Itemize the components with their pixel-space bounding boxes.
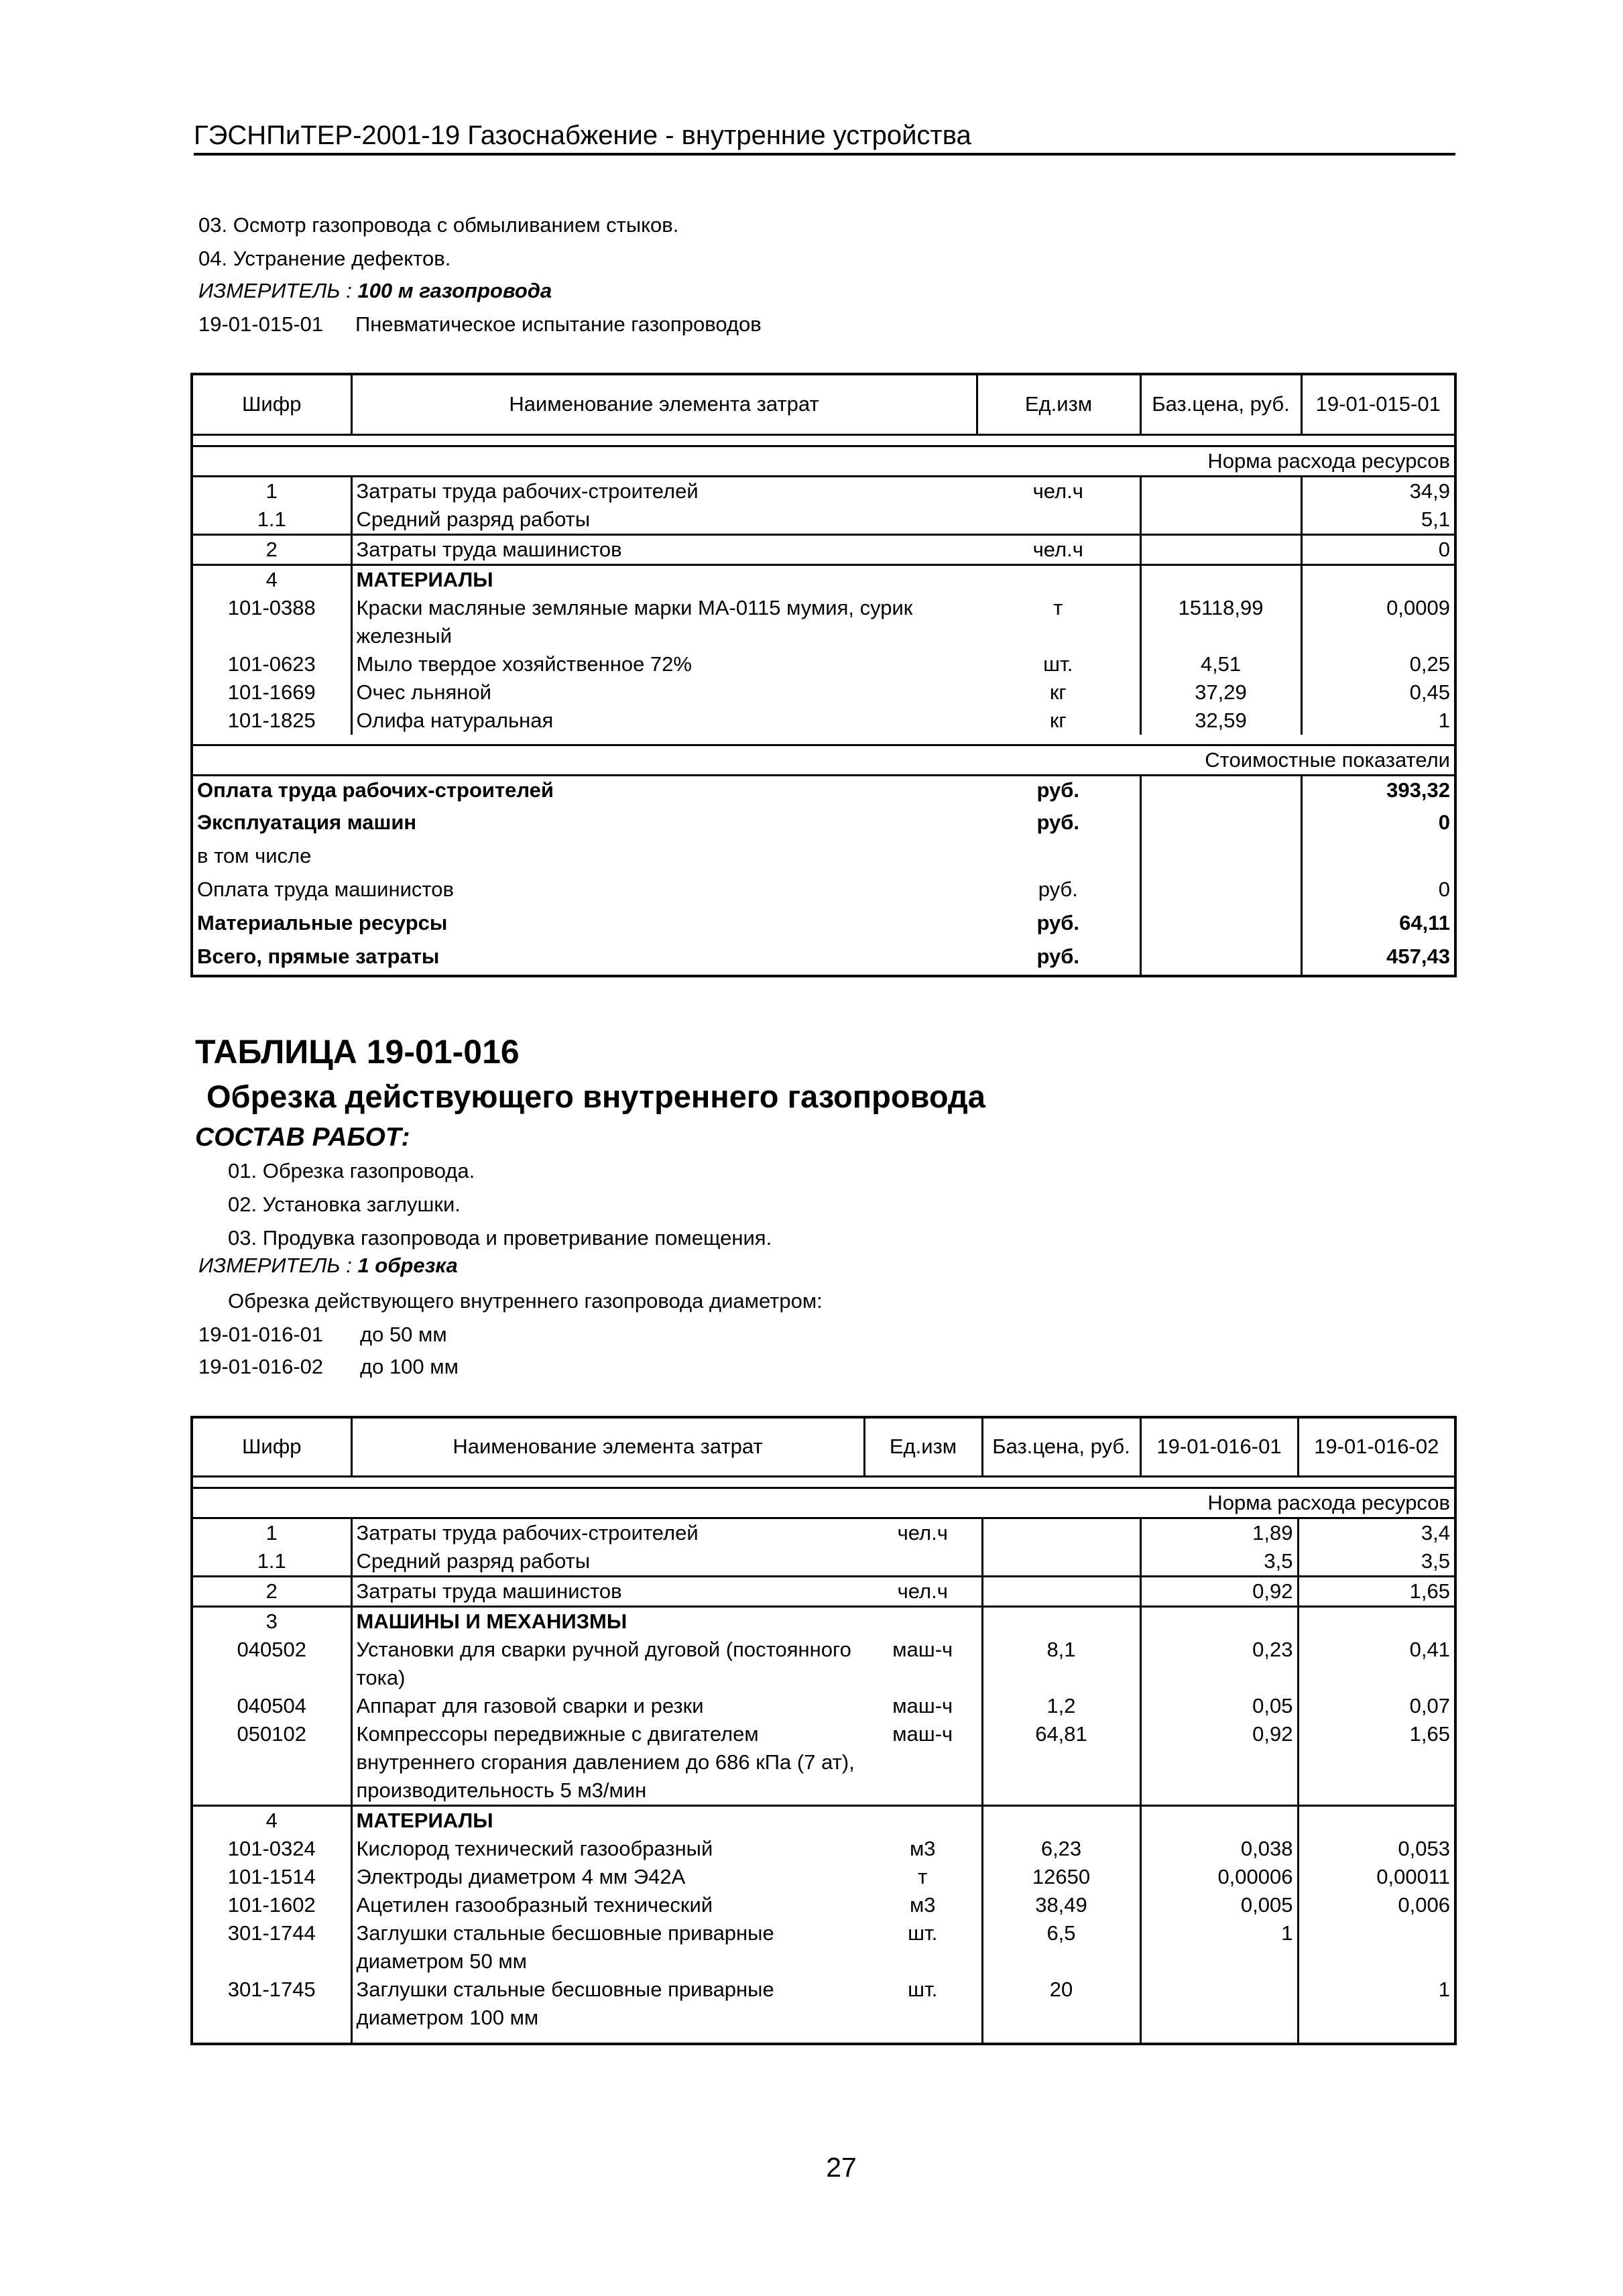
cell-unit: м3 xyxy=(909,1836,936,1860)
cell-name: Электроды диаметром 4 мм Э42А xyxy=(351,1863,864,1891)
total-row xyxy=(192,775,1455,808)
cell-price: 38,49 xyxy=(982,1891,1140,1919)
norm-code: 19-01-015-01 xyxy=(198,312,324,336)
norm-description: до 50 мм xyxy=(360,1323,447,1346)
measure-value: 1 обрезка xyxy=(357,1254,458,1277)
col-header-unit: Ед.изм xyxy=(977,374,1140,434)
cell-norm-1: 0,00006 xyxy=(1140,1863,1298,1891)
col-header-norm-1: 19-01-016-01 xyxy=(1140,1417,1298,1476)
cell-unit: т xyxy=(1053,595,1063,619)
cell-norm-1: 0,005 xyxy=(1140,1891,1298,1919)
table-row xyxy=(192,1720,1455,1806)
cell-unit xyxy=(977,564,1140,594)
cell-code: 2 xyxy=(192,1576,351,1606)
table-row xyxy=(192,476,1455,505)
cell-code: 101-0324 xyxy=(227,1836,316,1860)
cell-name: Установки для сварки ручной дуговой (постоянного тока) xyxy=(351,1636,864,1692)
cost-band-label: Стоимостные показатели xyxy=(192,745,1455,775)
cell-price xyxy=(1140,505,1301,535)
cell-price: 6,23 xyxy=(982,1835,1140,1863)
cell-norm-2 xyxy=(1298,1805,1455,1835)
measure-label: ИЗМЕРИТЕЛЬ : xyxy=(198,279,352,302)
cell-name: Заглушки стальные бесшовные приварные диаметром 50 мм xyxy=(351,1919,864,1976)
cell-norm-1: 0,92 xyxy=(1140,1720,1298,1806)
cell-unit: т xyxy=(918,1864,928,1888)
cell-norm-2: 0,07 xyxy=(1298,1692,1455,1720)
cell-code: 4 xyxy=(192,1805,351,1835)
col-header-price: Баз.цена, руб. xyxy=(982,1417,1140,1476)
cell-norm: 0,0009 xyxy=(1301,594,1455,650)
cell-norm: 5,1 xyxy=(1301,505,1455,535)
cell-name: Кислород технический газообразный xyxy=(351,1835,864,1863)
table-row xyxy=(192,678,1455,707)
cell-unit: шт. xyxy=(1043,652,1073,676)
cell-code: 1.1 xyxy=(257,507,286,531)
norm-band-label: Норма расхода ресурсов xyxy=(192,446,1455,476)
section-heading: МАШИНЫ И МЕХАНИЗМЫ xyxy=(351,1606,864,1636)
cell-norm-1 xyxy=(1140,1976,1298,2044)
cell-price: 20 xyxy=(982,1976,1140,2044)
total-name: Оплата труда рабочих-строителей xyxy=(197,778,554,802)
total-unit: руб. xyxy=(1036,810,1080,834)
cell-name: Затраты труда машинистов xyxy=(351,1576,864,1606)
work-step: 03. Осмотр газопровода с обмыливанием стыков. xyxy=(198,213,679,237)
cell-name: Затраты труда машинистов xyxy=(351,534,977,564)
cell-norm: 1 xyxy=(1301,707,1455,735)
cell-unit: шт. xyxy=(908,1977,938,2001)
cell-code: 101-1669 xyxy=(227,680,316,704)
cell-norm-2: 0,41 xyxy=(1298,1636,1455,1692)
cell-unit xyxy=(864,1805,982,1835)
table-row xyxy=(192,650,1455,678)
cell-unit: чел.ч xyxy=(977,534,1140,564)
cell-norm-2: 1,65 xyxy=(1298,1720,1455,1806)
cell-unit: кг xyxy=(1049,680,1067,704)
cell-name: Ацетилен газообразный технический xyxy=(351,1891,864,1919)
cell-unit: м3 xyxy=(909,1892,936,1917)
cell-price: 1,2 xyxy=(982,1692,1140,1720)
cell-price xyxy=(982,1518,1140,1547)
page-number: 27 xyxy=(826,2152,857,2183)
norm-description: до 100 мм xyxy=(360,1355,459,1378)
table-row xyxy=(192,1835,1455,1863)
total-name: Оплата труда машинистов xyxy=(197,878,454,901)
table-header-row xyxy=(192,1417,1455,1476)
col-header-norm: 19-01-015-01 xyxy=(1301,374,1455,434)
cell-code: 101-1825 xyxy=(227,708,316,732)
cell-name: Компрессоры передвижные с двигателем внутреннего сгорания давлением до 686 кПа (7 ат), производительность 5 м3/мин xyxy=(351,1720,864,1806)
cell-price xyxy=(1140,534,1301,564)
work-composition-label: СОСТАВ РАБОТ: xyxy=(195,1123,410,1152)
table-row xyxy=(192,1692,1455,1720)
cell-unit: чел.ч xyxy=(864,1518,982,1547)
table-row xyxy=(192,1547,1455,1577)
total-row xyxy=(192,909,1455,943)
table-header-row xyxy=(192,374,1455,434)
norm-band-label: Норма расхода ресурсов xyxy=(192,1488,1455,1518)
cell-price: 15118,99 xyxy=(1140,594,1301,650)
cell-price xyxy=(982,1606,1140,1636)
total-value: 0 xyxy=(1301,875,1455,909)
cell-price: 12650 xyxy=(982,1863,1140,1891)
col-header-price: Баз.цена, руб. xyxy=(1140,374,1301,434)
work-step: 03. Продувка газопровода и проветривание помещения. xyxy=(228,1226,772,1250)
cell-norm-2: 1,65 xyxy=(1298,1576,1455,1606)
resource-table-2 xyxy=(190,1416,1457,2045)
cell-unit: чел.ч xyxy=(977,476,1140,505)
cell-norm-1: 0,038 xyxy=(1140,1835,1298,1863)
cell-norm-2 xyxy=(1298,1606,1455,1636)
cell-norm-2 xyxy=(1298,1919,1455,1976)
cell-price: 37,29 xyxy=(1140,678,1301,707)
cell-name: Средний разряд работы xyxy=(351,1547,864,1577)
total-value: 457,43 xyxy=(1301,943,1455,976)
header-rule xyxy=(194,153,1455,156)
total-row xyxy=(192,842,1455,875)
table-row xyxy=(192,1518,1455,1547)
cell-price xyxy=(982,1547,1140,1577)
cell-norm: 0,25 xyxy=(1301,650,1455,678)
total-name: Всего, прямые затраты xyxy=(197,945,440,968)
cell-price xyxy=(1140,476,1301,505)
cell-norm-1 xyxy=(1140,1606,1298,1636)
table-row xyxy=(192,1919,1455,1976)
table-row xyxy=(192,1805,1455,1835)
cell-name: Аппарат для газовой сварки и резки xyxy=(351,1692,864,1720)
total-unit: руб. xyxy=(1038,878,1078,901)
intro-text: Обрезка действующего внутреннего газопровода диаметром: xyxy=(228,1289,823,1313)
col-header-name: Наименование элемента затрат xyxy=(351,1417,864,1476)
cell-name: Затраты труда рабочих-строителей xyxy=(351,476,977,505)
cell-unit: маш-ч xyxy=(892,1721,953,1746)
total-unit: руб. xyxy=(1036,945,1080,968)
measure-line xyxy=(198,279,552,303)
total-unit: руб. xyxy=(1036,911,1080,934)
cell-norm-1: 1,89 xyxy=(1140,1518,1298,1547)
cell-price: 6,5 xyxy=(982,1919,1140,1976)
measure-label: ИЗМЕРИТЕЛЬ : xyxy=(198,1254,352,1277)
cell-code: 1 xyxy=(192,476,351,505)
cell-name: Мыло твердое хозяйственное 72% xyxy=(351,650,977,678)
cell-unit xyxy=(977,505,1140,535)
cell-norm-2: 0,006 xyxy=(1298,1891,1455,1919)
cell-price: 4,51 xyxy=(1140,650,1301,678)
norm-description: Пневматическое испытание газопроводов xyxy=(355,312,762,336)
total-row xyxy=(192,875,1455,909)
section-title: Обрезка действующего внутреннего газопровода xyxy=(206,1079,985,1114)
cell-code: 050102 xyxy=(237,1721,306,1746)
total-name: Материальные ресурсы xyxy=(197,911,448,934)
table-row xyxy=(192,564,1455,594)
table-row xyxy=(192,1976,1455,2044)
table-row xyxy=(192,1576,1455,1606)
cell-norm-2: 3,4 xyxy=(1298,1518,1455,1547)
col-header-unit: Ед.изм xyxy=(864,1417,982,1476)
cell-norm-2: 1 xyxy=(1298,1976,1455,2044)
norm-band-row xyxy=(192,1488,1455,1518)
cell-name: Олифа натуральная xyxy=(351,707,977,735)
cell-price xyxy=(982,1576,1140,1606)
cell-code: 1.1 xyxy=(257,1549,286,1573)
work-step: 02. Установка заглушки. xyxy=(228,1193,461,1216)
section-heading: МАТЕРИАЛЫ xyxy=(351,564,977,594)
cell-name: Заглушки стальные бесшовные приварные диаметром 100 мм xyxy=(351,1976,864,2044)
measure-line xyxy=(198,1254,458,1278)
work-step: 04. Устранение дефектов. xyxy=(198,247,451,270)
cell-price: 8,1 xyxy=(982,1636,1140,1692)
cost-band-row xyxy=(192,745,1455,775)
cell-code: 2 xyxy=(192,534,351,564)
cell-unit: шт. xyxy=(908,1921,938,1945)
cell-unit xyxy=(864,1547,982,1577)
total-value: 0 xyxy=(1301,808,1455,842)
work-step: 01. Обрезка газопровода. xyxy=(228,1159,475,1183)
cell-norm-1: 0,23 xyxy=(1140,1636,1298,1692)
running-header: ГЭСНПиТЕР-2001-19 Газоснабжение - внутренние устройства xyxy=(194,121,971,150)
table-row xyxy=(192,1891,1455,1919)
norm-code: 19-01-016-01 xyxy=(198,1323,324,1346)
cell-code: 301-1744 xyxy=(227,1921,316,1945)
total-name: Эксплуатация машин xyxy=(197,810,417,834)
cell-norm: 0,45 xyxy=(1301,678,1455,707)
cell-code: 4 xyxy=(192,564,351,594)
cell-norm-1 xyxy=(1140,1805,1298,1835)
total-unit: руб. xyxy=(1036,778,1080,802)
cell-norm-1: 3,5 xyxy=(1140,1547,1298,1577)
cell-name: Краски масляные земляные марки МА-0115 мумия, сурик железный xyxy=(351,594,977,650)
cell-norm-2: 0,053 xyxy=(1298,1835,1455,1863)
total-row xyxy=(192,808,1455,842)
cell-norm: 0 xyxy=(1301,534,1455,564)
cell-code: 101-0388 xyxy=(227,595,316,619)
cell-code: 101-1514 xyxy=(227,1864,316,1888)
col-header-name: Наименование элемента затрат xyxy=(351,374,977,434)
total-row xyxy=(192,943,1455,976)
cell-norm xyxy=(1301,564,1455,594)
cell-unit: чел.ч xyxy=(864,1576,982,1606)
cell-price: 64,81 xyxy=(982,1720,1140,1806)
cell-price xyxy=(1140,564,1301,594)
cell-name: Затраты труда рабочих-строителей xyxy=(351,1518,864,1547)
cell-code: 101-0623 xyxy=(227,652,316,676)
cell-name: Очес льняной xyxy=(351,678,977,707)
cell-code: 040504 xyxy=(237,1693,306,1717)
cell-norm-2: 3,5 xyxy=(1298,1547,1455,1577)
cell-code: 301-1745 xyxy=(227,1977,316,2001)
resource-table-1 xyxy=(190,373,1457,977)
cell-norm-1: 1 xyxy=(1140,1919,1298,1976)
section-heading: МАТЕРИАЛЫ xyxy=(351,1805,864,1835)
cell-code: 040502 xyxy=(237,1637,306,1661)
table-row xyxy=(192,1606,1455,1636)
cell-norm-1: 0,92 xyxy=(1140,1576,1298,1606)
table-row xyxy=(192,534,1455,564)
table-number-heading: ТАБЛИЦА 19-01-016 xyxy=(195,1033,520,1071)
table-row xyxy=(192,594,1455,650)
cell-name: Средний разряд работы xyxy=(351,505,977,535)
cell-unit: кг xyxy=(1049,708,1067,732)
measure-value: 100 м газопровода xyxy=(357,279,552,302)
cell-unit xyxy=(864,1606,982,1636)
cell-norm: 34,9 xyxy=(1301,476,1455,505)
total-value xyxy=(1301,842,1455,875)
cell-norm-2: 0,00011 xyxy=(1298,1863,1455,1891)
col-header-code: Шифр xyxy=(192,1417,351,1476)
cell-price xyxy=(982,1805,1140,1835)
total-name: в том числе xyxy=(197,844,312,867)
col-header-code: Шифр xyxy=(192,374,351,434)
table-row xyxy=(192,1636,1455,1692)
cell-code: 1 xyxy=(192,1518,351,1547)
cell-code: 101-1602 xyxy=(227,1892,316,1917)
cell-unit: маш-ч xyxy=(892,1693,953,1717)
table-row xyxy=(192,1863,1455,1891)
total-value: 64,11 xyxy=(1301,909,1455,943)
total-value: 393,32 xyxy=(1301,775,1455,808)
norm-code: 19-01-016-02 xyxy=(198,1355,324,1378)
norm-band-row xyxy=(192,446,1455,476)
cell-code: 3 xyxy=(192,1606,351,1636)
table-row xyxy=(192,505,1455,535)
cell-unit: маш-ч xyxy=(892,1637,953,1661)
col-header-norm-2: 19-01-016-02 xyxy=(1298,1417,1455,1476)
total-unit xyxy=(977,842,1140,875)
cell-price: 32,59 xyxy=(1140,707,1301,735)
table-row xyxy=(192,707,1455,735)
cell-norm-1: 0,05 xyxy=(1140,1692,1298,1720)
